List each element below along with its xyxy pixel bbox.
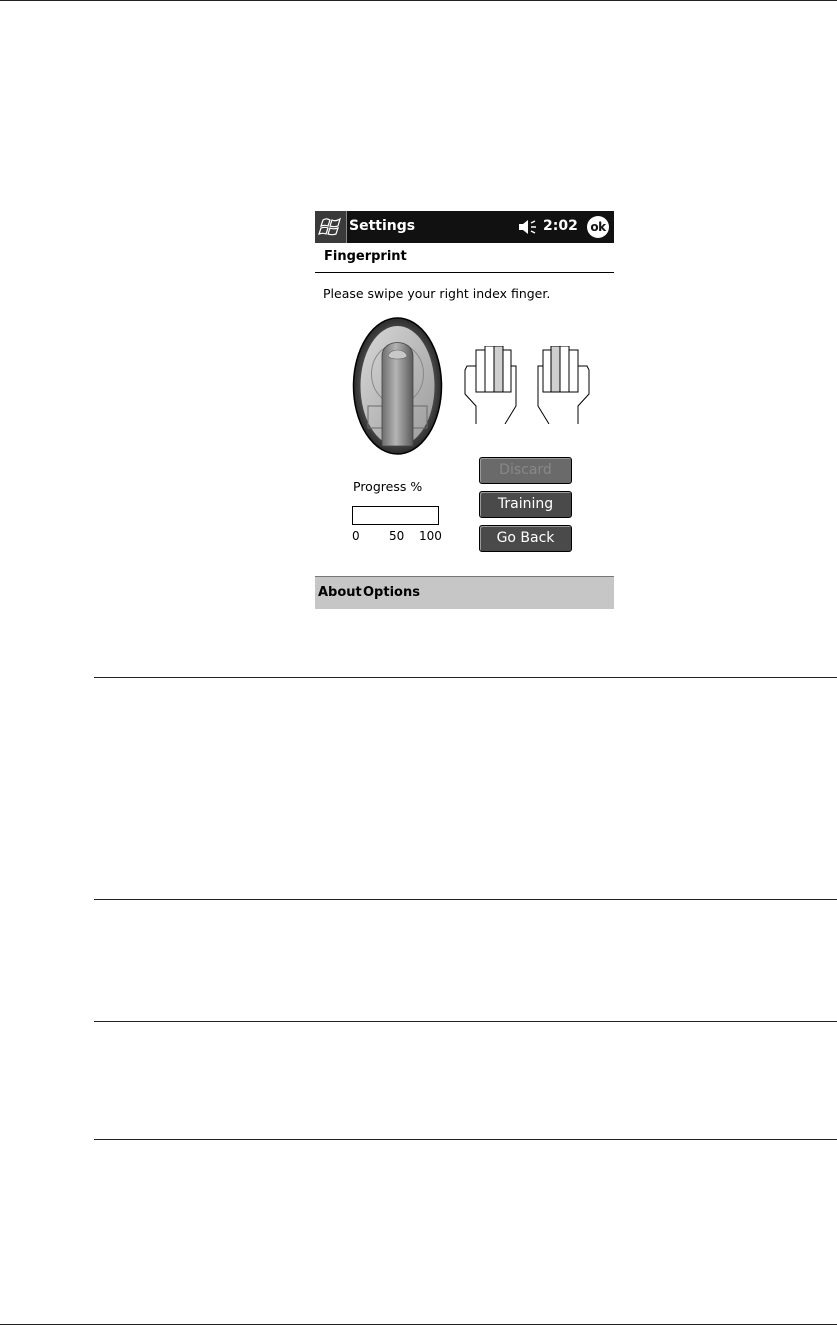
instruction-text: Please swipe your right index finger. <box>323 286 551 301</box>
title-bar <box>315 211 614 243</box>
clock[interactable]: 2:02 <box>543 218 578 234</box>
section-divider <box>94 1139 837 1140</box>
discard-button[interactable]: Discard <box>479 457 572 484</box>
section-divider <box>94 1021 837 1022</box>
page-top-rule <box>0 0 837 1</box>
fingerprint-sensor-image <box>352 316 443 456</box>
progress-tick-100: 100 <box>419 529 442 543</box>
windows-flag-icon <box>315 211 346 243</box>
menu-options[interactable]: Options <box>363 585 420 600</box>
page-bottom-rule <box>0 1324 837 1325</box>
speaker-icon[interactable] <box>518 219 540 235</box>
pocketpc-screen <box>315 211 614 609</box>
progress-bar <box>352 506 439 525</box>
progress-tick-0: 0 <box>352 529 360 543</box>
section-divider <box>94 677 837 678</box>
page-title: Fingerprint <box>324 249 407 264</box>
training-button[interactable]: Training <box>479 491 572 518</box>
progress-label: Progress % <box>353 479 423 494</box>
section-divider <box>94 899 837 900</box>
progress-tick-50: 50 <box>389 529 405 543</box>
left-hand-icon[interactable] <box>462 346 518 424</box>
ok-button[interactable]: ok <box>587 216 609 238</box>
menu-about[interactable]: About <box>318 585 362 600</box>
start-button[interactable] <box>315 211 347 243</box>
app-title: Settings <box>349 218 416 234</box>
menu-bar <box>315 576 614 609</box>
heading-divider <box>315 272 614 273</box>
right-hand-icon[interactable] <box>536 346 592 424</box>
go-back-button[interactable]: Go Back <box>479 525 572 552</box>
